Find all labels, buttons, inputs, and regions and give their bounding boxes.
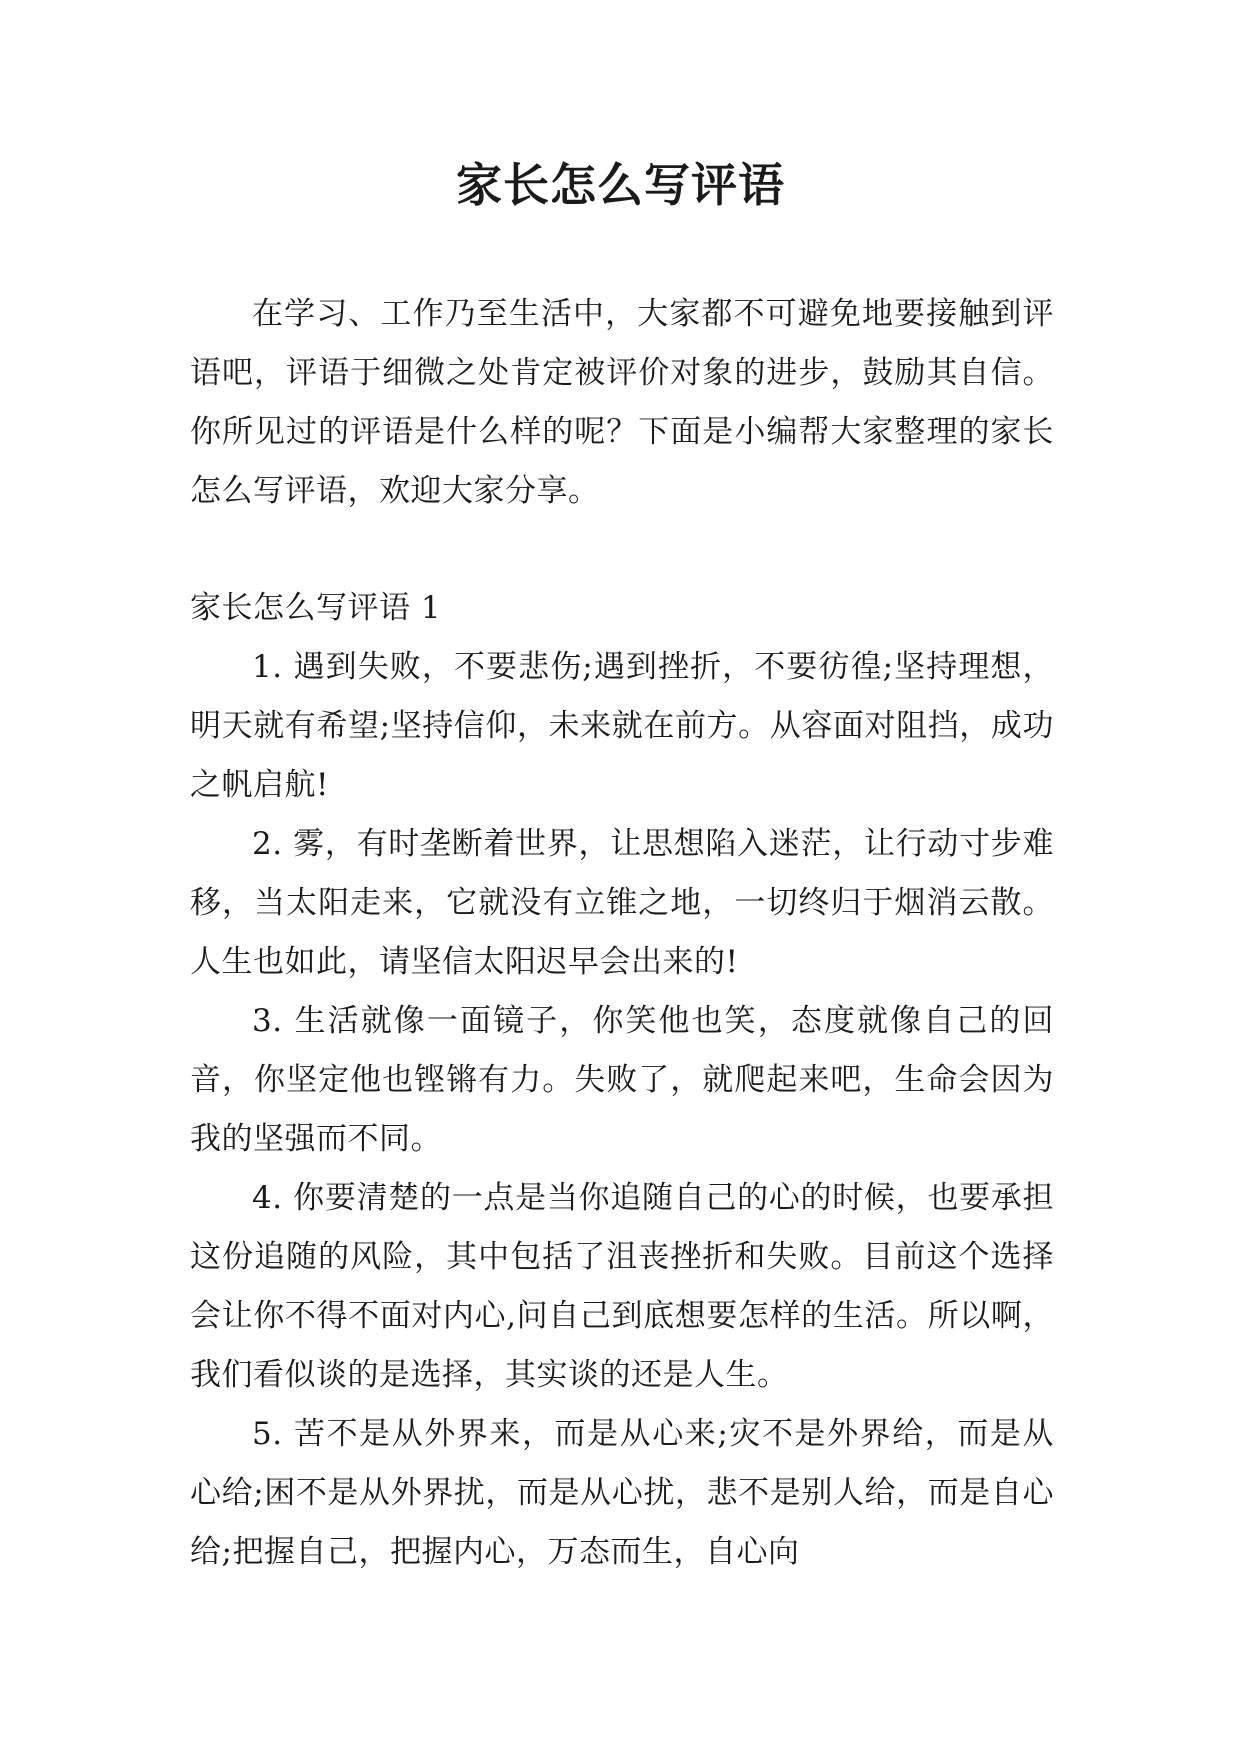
list-item-1: 1. 遇到失败，不要悲伤;遇到挫折，不要彷徨;坚持理想，明天就有希望;坚持信仰，未来就在前方。从容面对阻挡，成功之帆启航! [190,649,1054,803]
section-heading: 家长怎么写评语 1 [190,590,442,626]
document-title: 家长怎么写评语 [456,158,785,212]
list-item-3: 3. 生活就像一面镜子，你笑他也笑，态度就像自己的回音，你坚定他也铿锵有力。失败了，就爬起来吧，生命会因为我的坚强而不同。 [190,1003,1054,1157]
list-item-4: 4. 你要清楚的一点是当你追随自己的心的时候，也要承担这份追随的风险，其中包括了沮丧挫折和失败。目前这个选择会让你不得不面对内心,问自己到底想要怎样的生活。所以啊，我们看似谈的是选择，其实谈的还是人生。 [190,1180,1054,1393]
list-item-5: 5. 苦不是从外界来，而是从心来;灾不是外界给，而是从心给;困不是从外界扰，而是从心扰，悲不是别人给，而是自心给;把握自己，把握内心，万态而生，自心向 [190,1416,1054,1570]
document-body [190,285,1054,1582]
intro-paragraph: 在学习、工作乃至生活中，大家都不可避免地要接触到评语吧，评语于细微之处肯定被评价对象的进步，鼓励其自信。你所见过的评语是什么样的呢？下面是小编帮大家整理的家长怎么写评语，欢迎大家分享。 [190,296,1054,509]
list-item-2: 2. 雾，有时垄断着世界，让思想陷入迷茫，让行动寸步难移，当太阳走来，它就没有立锥之地，一切终归于烟消云散。人生也如此，请坚信太阳迟早会出来的! [190,826,1054,980]
